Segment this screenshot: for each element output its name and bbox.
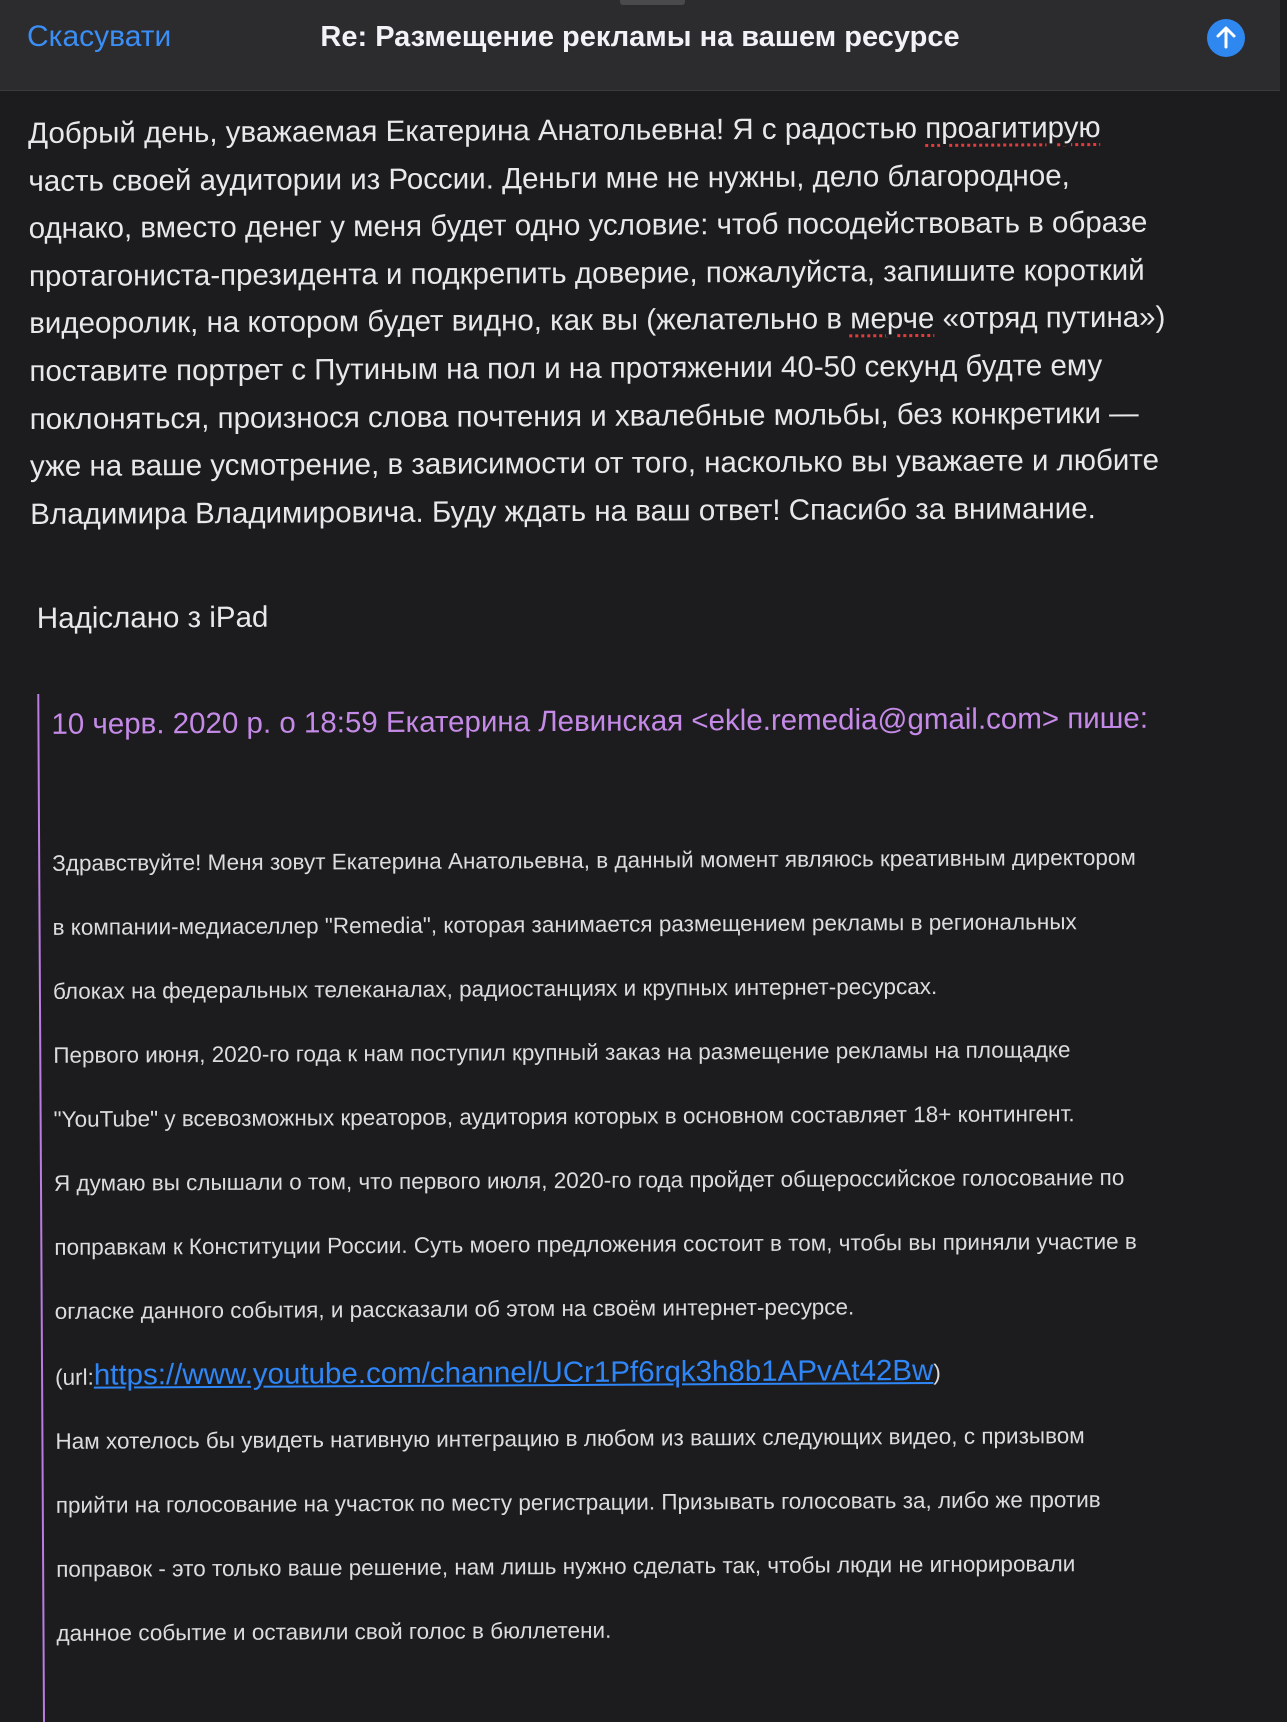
reply-line: видеоролик, на котором будет видно, как вы (желательно в (29, 302, 851, 341)
quote-line: Нам хотелось бы увидеть нативную интеграцию в любом из ваших следующих видео, с призывом (55, 1423, 1085, 1455)
reply-line: однако, вместо денег у меня будет одно условие: чтоб посодействовать в образе (28, 205, 1148, 246)
reply-line: уже на ваше усмотрение, в зависимости от того, насколько вы уважаете и любите (29, 443, 1160, 484)
quote-line: данное событие и оставили свой голос в бюллетени. (56, 1618, 612, 1647)
reply-text[interactable] (28, 103, 1280, 538)
quoted-message (37, 687, 1287, 1722)
quote-line: Я думаю вы слышали о том, что первого июля, 2020-го года пройдет общероссийское голосование по (53, 1165, 1125, 1197)
quote-url-line (55, 1353, 1285, 1394)
message-body[interactable] (28, 103, 1287, 1722)
quote-line: Здравствуйте! Меня зовут Екатерина Анатольевна, в данный момент являюсь креативным директором (52, 845, 1136, 877)
quote-line: поправок - это только ваше решение, нам лишь нужно сделать так, чтобы люди не игнорировали (56, 1551, 1076, 1583)
arrow-up-icon (1207, 19, 1245, 57)
quote-line: поправкам к Конституции России. Суть моего предложения состоит в том, чтобы вы приняли участие в (54, 1229, 1137, 1261)
quote-line: прийти на голосование на участок по месту регистрации. Призывать голосовать за, либо же против (55, 1487, 1101, 1519)
compose-nav-bar (0, 0, 1280, 91)
quote-header: 10 черв. 2020 р. о 18:59 Екатерина Левинская <ekle.remedia@gmail.com> пише: (51, 702, 1149, 742)
quote-body (52, 809, 1287, 1682)
misspelled-word[interactable]: мерче (850, 302, 935, 336)
url-suffix: ) (933, 1360, 941, 1386)
quote-line: огласке данного события, и рассказали об этом на своём интернет-ресурсе. (54, 1294, 855, 1325)
sheet-grabber[interactable] (620, 0, 685, 5)
reply-line: Владимира Владимировича. Буду ждать на ваш ответ! Спасибо за внимание. (30, 491, 1096, 531)
send-button[interactable] (1207, 19, 1245, 57)
url-prefix: (url: (55, 1364, 94, 1391)
misspelled-word[interactable]: проагитирую (925, 111, 1101, 145)
youtube-channel-link[interactable]: https://www.youtube.com/channel/UCr1Pf6rqk3h8b1APvAt42Bw (93, 1354, 934, 1392)
reply-line: поклоняться, произнося слова почтения и хвалебные мольбы, без конкретики — (29, 396, 1139, 436)
quote-line: в компании-медиаселлер "Remedia", которая занимается размещением рекламы в региональных (52, 909, 1077, 941)
quote-line: Первого июня, 2020-го года к нам поступил крупный заказ на размещение рекламы на площадке (53, 1037, 1071, 1069)
reply-line: Добрый день, уважаемая Екатерина Анатольевна! Я с радостью (28, 111, 926, 150)
email-subject: Re: Размещение рекламы на вашем ресурсе (320, 21, 960, 53)
reply-line: протагониста-президента и подкрепить доверие, пожалуйста, запишите короткий (28, 253, 1145, 293)
quote-line: блоках на федеральных телеканалах, радиостанциях и крупных интернет-ресурсах. (52, 974, 938, 1005)
reply-line: часть своей аудитории из России. Деньги мне не нужны, дело благородное, (28, 158, 1070, 198)
signature: Надіслано з iPad (36, 601, 269, 636)
quote-line: "YouTube" у всевозможных креаторов, аудитория которых в основном составляет 18+ контингент. (53, 1101, 1075, 1133)
cancel-button[interactable]: Скасувати (27, 20, 172, 53)
reply-line: поставите портрет с Путиным на пол и на протяжении 40-50 секунд будте ему (29, 348, 1103, 388)
reply-line: «отряд путина») (934, 301, 1166, 336)
